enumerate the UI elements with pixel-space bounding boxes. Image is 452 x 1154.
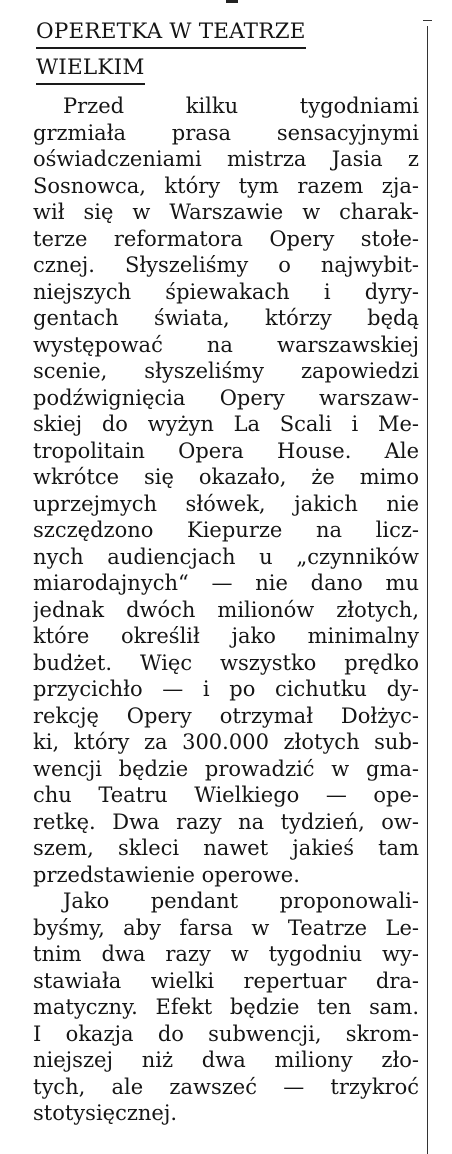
text-line: wencji będzie prowadzić w gma- — [33, 756, 419, 781]
text-line: retkę. Dwa razy na tydzień, ow- — [33, 809, 419, 834]
text-line: przycichło — i po cichutku dy- — [33, 677, 419, 701]
text-line: przedstawienie operowe. — [33, 862, 300, 887]
text-line: ki, który za 300.000 złotych sub- — [33, 730, 419, 754]
text-line: tych, ale zawszeć — trzykroć — [33, 1074, 419, 1099]
text-line: stotysięcznej. — [33, 1101, 178, 1125]
text-line: grzmiała prasa sensacyjnymi — [33, 120, 419, 145]
text-line: niejszej niż dwa miliony zło- — [33, 1048, 419, 1072]
text-line: terze reformatora Opery stołe- — [33, 226, 419, 251]
text-line: szem, skleci nawet jakieś tam — [33, 836, 419, 860]
text-line: scenie, słyszeliśmy zapowiedzi — [33, 359, 419, 383]
text-line: szczędzono Kiepurze na licz- — [33, 518, 419, 542]
text-line: wił się w Warszawie w charak- — [33, 200, 419, 224]
text-line: miarodajnych“ — nie dano mu — [33, 571, 419, 595]
text-line: Przed kilku tygodniami — [63, 94, 419, 118]
text-line: jednak dwóch milionów złotych, — [33, 597, 419, 622]
article-headline — [36, 14, 381, 86]
article-paragraph — [33, 888, 419, 1127]
article-body — [33, 93, 419, 1127]
text-line: cznej. Słyszeliśmy o najwybit- — [33, 253, 419, 277]
column-rule-cap — [423, 20, 432, 21]
text-line: które określił jako minimalny — [33, 624, 419, 648]
headline-line: OPERETKA W TEATRZE — [36, 14, 381, 50]
text-line: I okazja do subwencji, skrom- — [33, 1021, 419, 1046]
article-paragraph — [33, 93, 419, 888]
text-line: wkrótce się okazało, że mimo — [33, 465, 419, 489]
text-line: występować na warszawskiej — [33, 332, 419, 357]
text-line: gentach świata, którzy będą — [33, 306, 419, 330]
text-line: budżet. Więc wszystko prędko — [33, 650, 419, 675]
column-divider-rule — [427, 26, 428, 1154]
text-line: Jako pendant proponowali- — [63, 889, 419, 913]
text-line: rekcję Opery otrzymał Dołżyc- — [33, 703, 419, 728]
text-line: chu Teatru Wielkiego — ope- — [33, 783, 419, 807]
text-line: podźwignięcia Opery warszaw- — [33, 385, 419, 410]
text-line: matyczny. Efekt będzie ten sam. — [33, 995, 419, 1019]
text-line: tnim dwa razy w tygodniu wy- — [33, 942, 419, 966]
column-top-mark — [226, 0, 238, 3]
headline-line: WIELKIM — [36, 50, 381, 86]
text-line: stawiała wielki repertuar dra- — [33, 968, 419, 993]
text-line: niejszych śpiewakach i dyry- — [33, 279, 419, 304]
text-line: byśmy, aby farsa w Teatrze Le- — [33, 915, 419, 940]
text-line: oświadczeniami mistrza Jasia z — [33, 147, 419, 171]
text-line: Sosnowca, który tym razem zja- — [33, 173, 419, 198]
text-line: tropolitain Opera House. Ale — [33, 438, 419, 463]
text-line: nych audiencjach u „czynników — [33, 544, 419, 569]
text-line: uprzejmych słówek, jakich nie — [33, 491, 419, 516]
text-line: skiej do wyżyn La Scali i Me- — [33, 412, 419, 436]
